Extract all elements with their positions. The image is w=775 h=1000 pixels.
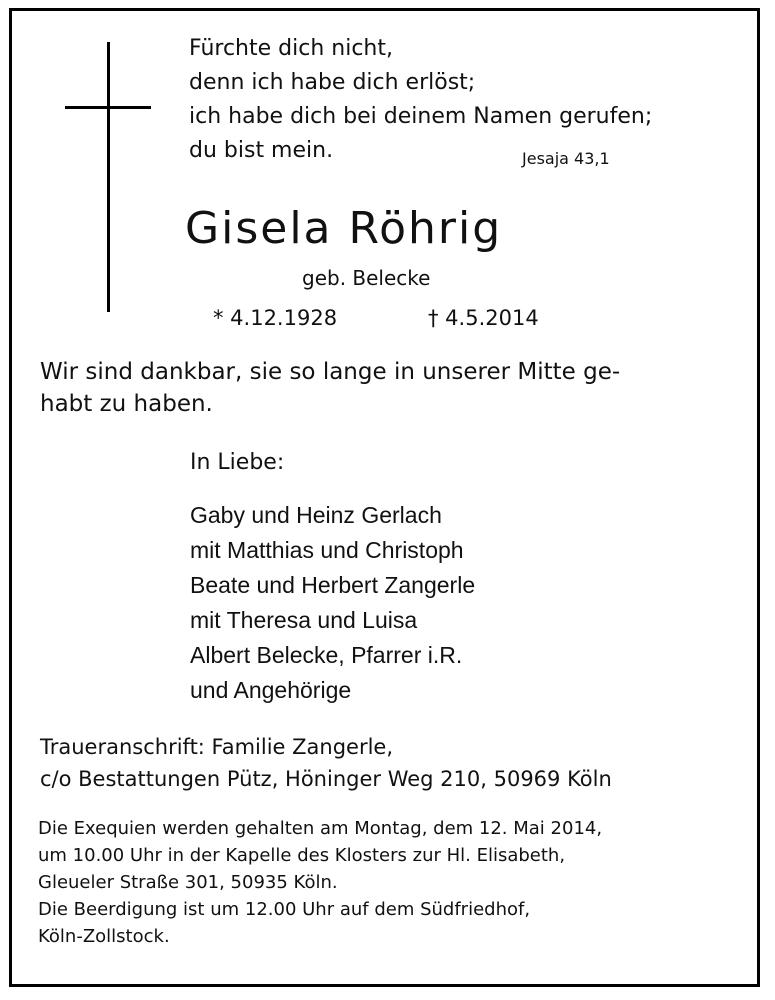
verse-line: Fürchte dich nicht, bbox=[189, 36, 393, 61]
bible-verse bbox=[189, 32, 652, 168]
verse-line: ich habe dich bei deinem Namen gerufen; bbox=[189, 104, 653, 129]
service-line: Die Beerdigung ist um 12.00 Uhr auf dem Südfriedhof, bbox=[38, 899, 531, 920]
address-line: c/o Bestattungen Pütz, Höninger Weg 210, 50969 Köln bbox=[40, 767, 612, 791]
mourner-line: Albert Belecke, Pfarrer i.R. bbox=[190, 642, 463, 668]
service-info bbox=[38, 815, 602, 950]
thanks-line: habt zu haben. bbox=[40, 391, 213, 417]
verse-line: du bist mein. bbox=[189, 138, 334, 163]
death-date: † 4.5.2014 bbox=[428, 306, 539, 330]
birth-date: * 4.12.1928 bbox=[213, 306, 338, 330]
mourner-line: und Angehörige bbox=[190, 677, 352, 703]
mourner-line: Gaby und Heinz Gerlach bbox=[190, 502, 442, 528]
mourning-address bbox=[40, 731, 612, 795]
closing-text: In Liebe: bbox=[190, 450, 285, 475]
thanks-line: Wir sind dankbar, sie so lange in unserer Mitte ge- bbox=[40, 359, 621, 385]
mourner-line: mit Matthias und Christoph bbox=[190, 537, 464, 563]
birth-name: geb. Belecke bbox=[302, 266, 431, 290]
deceased-name: Gisela Röhrig bbox=[185, 203, 503, 254]
service-line: Die Exequien werden gehalten am Montag, dem 12. Mai 2014, bbox=[38, 818, 603, 839]
verse-reference: Jesaja 43,1 bbox=[522, 149, 610, 168]
service-line: um 10.00 Uhr in der Kapelle des Klosters zur Hl. Elisabeth, bbox=[38, 845, 566, 866]
service-line: Gleueler Straße 301, 50935 Köln. bbox=[38, 872, 338, 893]
thanks-text bbox=[40, 356, 620, 420]
mourner-line: mit Theresa und Luisa bbox=[190, 607, 418, 633]
mourners-list bbox=[190, 498, 475, 708]
address-line: Traueranschrift: Familie Zangerle, bbox=[40, 735, 394, 759]
cross-icon-bar bbox=[65, 106, 151, 109]
cross-icon bbox=[107, 42, 110, 312]
verse-line: denn ich habe dich erlöst; bbox=[189, 70, 476, 95]
mourner-line: Beate und Herbert Zangerle bbox=[190, 572, 476, 598]
service-line: Köln-Zollstock. bbox=[38, 926, 170, 947]
